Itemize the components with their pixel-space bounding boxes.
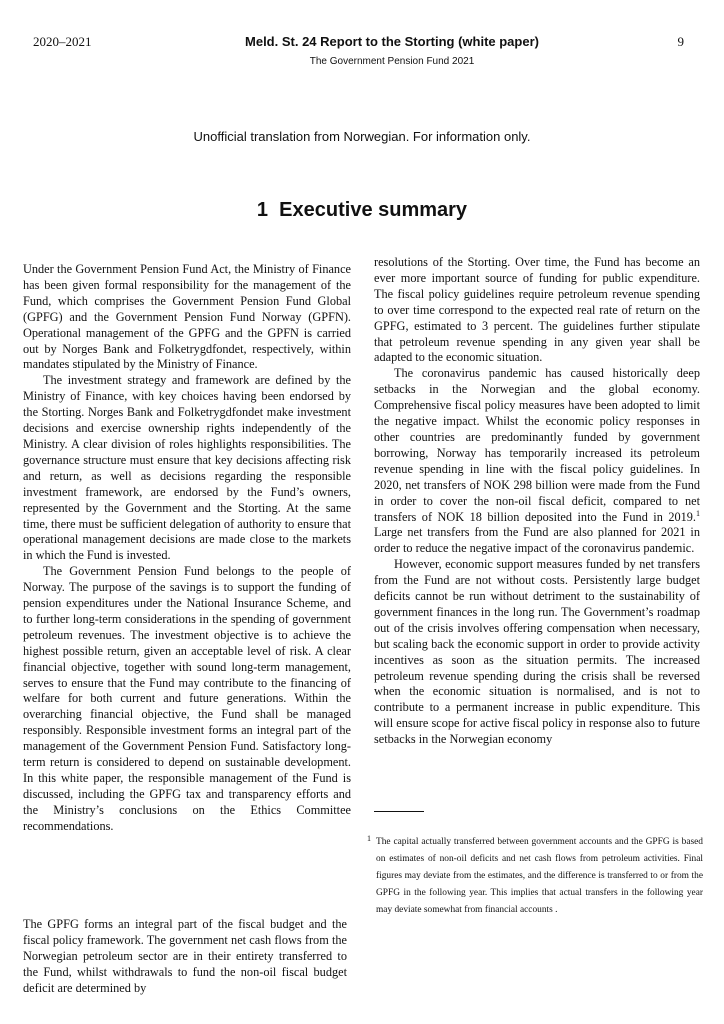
header-years: 2020–2021: [33, 34, 92, 49]
paragraph: The Government Pension Fund belongs to the people of Norway. The purpose of the savings is to support the funding of pension expenditures under the National Insurance Scheme, and to further long-term considerations in the spending of government petroleum revenues. The investment objective is to achieve the highest possible return, given an acceptable level of risk. A clear financial objective, together with sound long-term management, serves to ensure that the Fund may contribute to the financing of welfare for both current and future generations. Within the overarching financial objective, the Fund shall be managed responsibly. Responsible investment forms an integral part of the management of the Government Pension Fund. Satisfactory long-term return is considered to depend on sustainable development. In this white paper, the responsible management of the Fund is discussed, including the GPFG tax and transparency efforts and the Ministry’s conclusions on the Ethics Committee recommendations.: [23, 564, 351, 833]
header-subtitle: The Government Pension Fund 2021: [309, 56, 475, 67]
section-heading: [150, 199, 574, 222]
paragraph: Under the Government Pension Fund Act, the Ministry of Finance has been given formal responsibility for the management of the Fund, which comprises the Government Pension Fund Global (GPFG) and the Government Pension Fund Norway (GPFN). Operational management of the GPFG and the GPFN is carried out by Norges Bank and Folketrygdfondet, respectively, within mandates stipulated by the Ministry of Finance.: [23, 262, 351, 372]
footnote-text: The capital actually transferred between government accounts and the GPFG is based on estimates of non-oil deficits and net cash flows from petroleum activities. Final figures may deviate from the estimates, and the difference is transferred to or from the GPFG in the following year. This implies that actual transfers in the following year may deviate somewhat from financial accounts .: [376, 837, 703, 915]
footnote: [367, 834, 703, 919]
translation-notice: Unofficial translation from Norwegian. For information only.: [193, 129, 531, 144]
footnote-mark: 1: [367, 834, 371, 843]
paragraph: The GPFG forms an integral part of the fiscal budget and the fiscal policy framework. The government net cash flows from the Norwegian petroleum sector are in their entirety transferred to the Fund, whilst withdrawals to fund the non-oil fiscal budget deficit are determined by: [23, 917, 347, 995]
header-title: Meld. St. 24 Report to the Storting (white paper): [245, 34, 539, 49]
section-title: Executive summary: [279, 199, 468, 221]
footnote-reference[interactable]: 1: [696, 508, 700, 518]
right-column: [374, 255, 700, 748]
footnote-divider: [374, 811, 424, 812]
paragraph-text: Large net transfers from the Fund are also planned for 2021 in order to reduce the negative impact of the coronavirus pandemic.: [374, 525, 700, 556]
paragraph-text: The coronavirus pandemic has caused historically deep setbacks in the Norwegian and the global economy. Comprehensive fiscal policy measures have been adopted to limit the negative impact. Whilst the economic policy responses in other countries are predominantly funded by government borrowing, Norway has temporarily increased its petroleum revenue spending in line with the fiscal policy guidelines. In 2020, net transfers of NOK 298 billion were made from the Fund in order to cover the non-oil fiscal deficit, compared to net transfers of NOK 18 billion deposited into the Fund in 2019.: [374, 366, 700, 524]
paragraph: [374, 366, 700, 557]
page-number: 9: [677, 34, 684, 49]
section-number: 1: [256, 199, 269, 221]
paragraph: resolutions of the Storting. Over time, the Fund has become an ever more important source of funding for public expenditure. The fiscal policy guidelines require petroleum revenue spending to over time correspond to the expected real rate of return on the GPFG, estimated to 3 percent. The guidelines further stipulate that petroleum revenue spending in any given year shall be adapted to the economic situation.: [374, 255, 700, 365]
paragraph: However, economic support measures funded by net transfers from the Fund are not without costs. Persistently large budget deficits cannot be run without detriment to the sustainability of government finances in the long run. The Government’s roadmap out of the crisis involves offering compensation when necessary, but scaling back the economic support in order to provide activity incentives as soon as the situation permits. The increased petroleum revenue spending during the crisis shall be reversed when the economic situation is normalised, and is not to contribute to a permanent increase in public expenditure. This will ensure scope for active fiscal policy in response also to future setbacks in the Norwegian economy: [374, 557, 700, 747]
left-column: [23, 262, 351, 835]
left-column-continuation: [23, 917, 347, 997]
paragraph: The investment strategy and framework are defined by the Ministry of Finance, with key choices having been endorsed by the Storting. Norges Bank and Folketrygdfondet make investment decisions and exercise ownership rights independently of the Ministry. A clear division of roles highlights responsibilities. The governance structure must ensure that key decisions affecting risk and return, as well as decisions regarding the responsible investment framework, are endorsed by the Fund’s owners, represented by the Government and the Storting. At the same time, there must be sufficient delegation of authority to ensure that operational management decisions are made close to the markets in which the Fund is invested.: [23, 373, 351, 563]
